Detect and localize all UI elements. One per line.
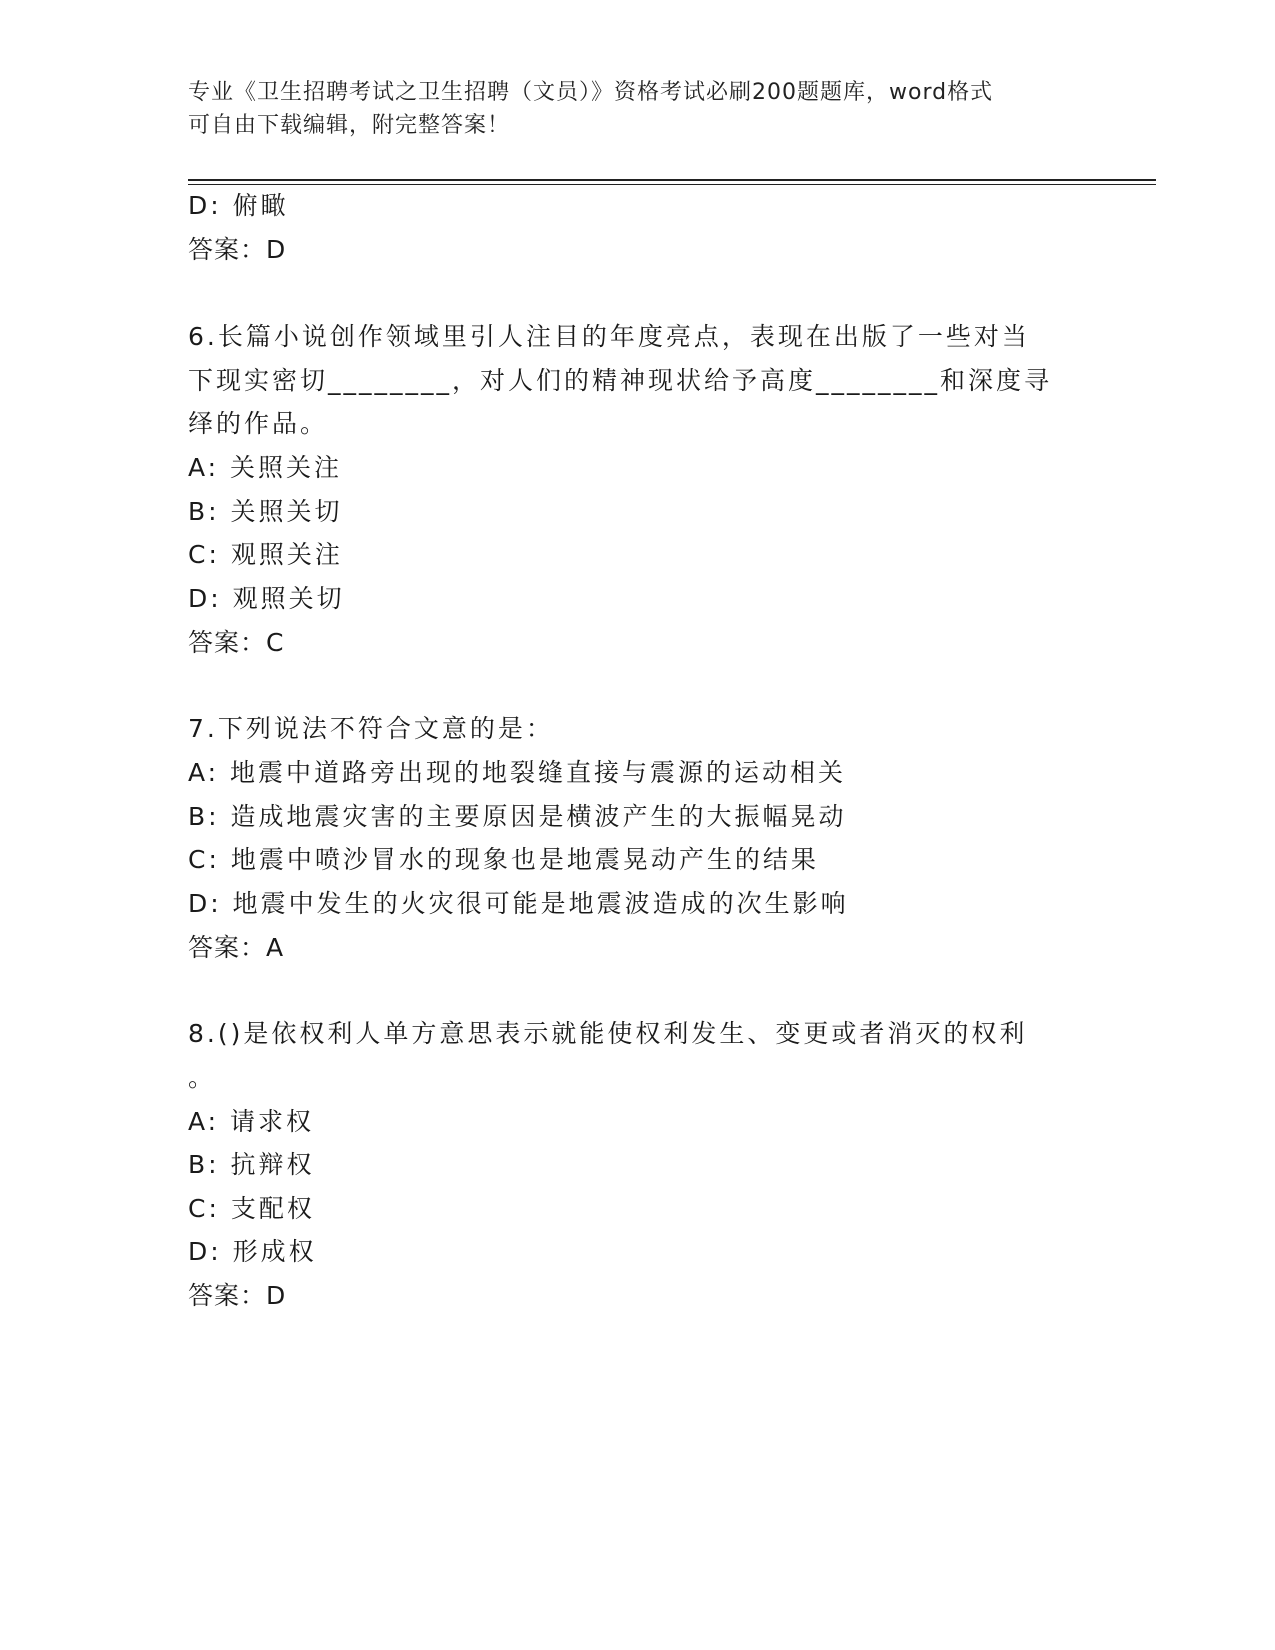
header-divider-thin (188, 184, 1156, 185)
q8-stem-line-1: 8.()是依权利人单方意思表示就能使权利发生、变更或者消灭的权利 (188, 1019, 1028, 1048)
q7-option-c: C: 地震中喷沙冒水的现象也是地震晃动产生的结果 (188, 845, 819, 874)
q8-option-c: C: 支配权 (188, 1194, 315, 1223)
prev-option-d: D: 俯瞰 (188, 191, 289, 220)
q7-answer: 答案：A (188, 933, 285, 962)
page-header (188, 76, 1088, 142)
q7-stem-line-1: 7.下列说法不符合文意的是： (188, 714, 554, 743)
q8-option-d: D: 形成权 (188, 1237, 317, 1266)
q7-option-a: A: 地震中道路旁出现的地裂缝直接与震源的运动相关 (188, 758, 847, 787)
q6-option-b: B: 关照关切 (188, 497, 343, 526)
q6-option-c: C: 观照关注 (188, 540, 343, 569)
q7-option-b: B: 造成地震灾害的主要原因是横波产生的大振幅晃动 (188, 802, 847, 831)
header-line-2: 可自由下载编辑，附完整答案！ (188, 113, 511, 138)
q8-answer: 答案：D (188, 1281, 287, 1310)
q6-option-d: D: 观照关切 (188, 584, 345, 613)
q7-option-d: D: 地震中发生的火灾很可能是地震波造成的次生影响 (188, 889, 849, 918)
q6-option-a: A: 关照关注 (188, 453, 343, 482)
q8-stem-line-2: 。 (188, 1063, 217, 1092)
q8-option-b: B: 抗辩权 (188, 1150, 315, 1179)
header-divider-thick (188, 179, 1156, 181)
q6-stem-line-2: 下现实密切________，对人们的精神现状给予高度________和深度寻 (188, 366, 1053, 395)
prev-answer: 答案：D (188, 235, 287, 264)
q6-answer: 答案：C (188, 628, 285, 657)
q8-option-a: A: 请求权 (188, 1107, 315, 1136)
header-line-1: 专业《卫生招聘考试之卫生招聘（文员）》资格考试必刷200题题库，word格式 (188, 80, 994, 105)
q6-stem-line-1: 6.长篇小说创作领域里引人注目的年度亮点，表现在出版了一些对当 (188, 322, 1030, 351)
q6-stem-line-3: 绎的作品。 (188, 409, 329, 438)
